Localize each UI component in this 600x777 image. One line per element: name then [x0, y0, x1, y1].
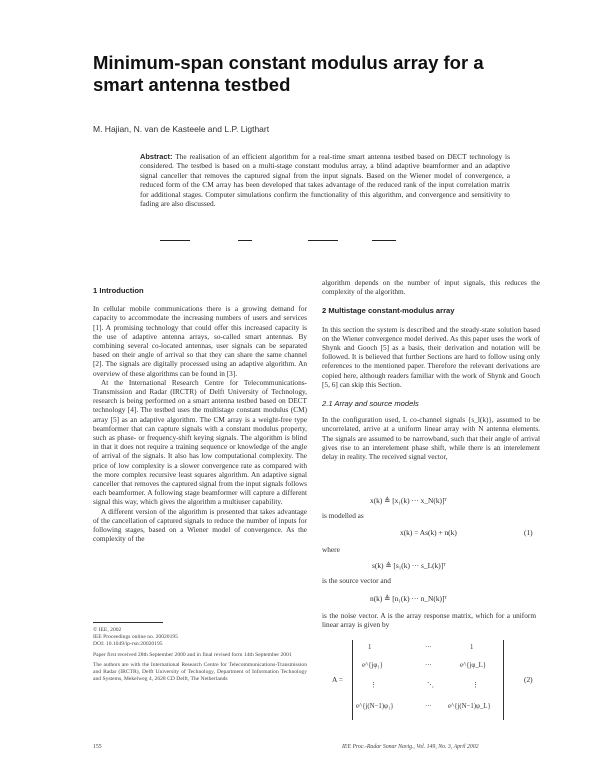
equation-received-vector: x(k) ≜ [x₁(k) ··· x_N(k)]ᵀ — [370, 496, 448, 505]
footnote: Paper first received 28th September 2000 and in final revised form 14th September 2001 — [93, 651, 292, 658]
matrix-cell: ··· — [425, 644, 432, 651]
matrix-cell: e^{j(N−1)φ_L} — [448, 703, 491, 710]
paragraph: At the International Research Centre for Telecommunications-Transmission and Radar (IRCTR) of Delft University of Technology, research is being performed on a smart antenna testbed based on DECT technology [4]. The testbed uses the multistage constant modulus (CM) array [5] as an adaptive algorithm. The CM array is a weight-free type beamformer that can capture signals with a constant modulus property, such as phase- or frequency-shift keying signals. The algorithm is blind in that it does not require a training sequence or knowledge of the angle of arrival of the signals. It also has low computational complexity. The price of low complexity is a slower convergence rate as compared with the more complex recursive least squares algorithm. An adaptive signal canceller that removes the captured signal from the input signals follows each beamformer. A following stage beamformer will capture a different signal this way, which gives the algorithm a multiuser capability. — [93, 377, 307, 507]
right-column-text — [322, 278, 540, 461]
footnote: © IEE, 2002 — [93, 627, 122, 633]
matrix-cell: 1 — [470, 644, 474, 651]
subsection-heading: 2.1 Array and source models — [322, 399, 419, 409]
abstract — [140, 152, 510, 208]
separator-dash — [238, 240, 252, 241]
matrix-cell: ··· — [425, 662, 432, 669]
matrix-cell: ⋮ — [370, 682, 377, 689]
section-1-heading: 1 Introduction — [93, 286, 144, 295]
matrix-label: A = — [332, 675, 343, 684]
paragraph: algorithm depends on the number of input signals, this reduces the complexity of the algorithm. — [322, 278, 540, 297]
text-where: where — [322, 545, 340, 554]
matrix-cell: e^{j(N−1)φ₁} — [356, 703, 394, 710]
footnote: IEE Proceedings online no. 20020195 — [93, 634, 178, 641]
matrix-cell: 1 — [368, 644, 372, 651]
paragraph: is the noise vector. A is the array response matrix, which for a uniform linear array is given by — [322, 611, 536, 630]
footnote: The authors are with the International Research Centre for Telecommunications-Transmission and Radar (IRCTR), Delft University of Technology, Department of Information Technology and Systems, Mekelweg 4, 2628 CD Delft, The Netherlands — [93, 661, 307, 683]
matrix-cell: e^{jφ_L} — [460, 662, 487, 669]
section-2-heading: 2 Multistage constant-modulus array — [322, 306, 455, 316]
footnote: DOI: 10.1049/ip-rsn:20020195 — [93, 641, 163, 648]
paragraph: In the configuration used, L co-channel signals {s_l(k)}, assumed to be uncorrelated, arrive at a uniform linear array with N antenna elements. The signals are assumed to be narrowband, such that their angle of arrival gives rise to an interelement phase shift, while there is an interelement delay in reality. The received signal vector, — [322, 415, 540, 462]
separator-dash — [372, 240, 396, 241]
paragraph: In this section the system is described and the steady-state solution based on the Wiener convergence model derived. As this paper uses the work of Shynk and Gooch [5] as a basis, their derivation and notation will be followed. It is believed that further Sections are hard to follow using only references to the mentioned paper. Therefore the relevant derivations are copied here, although readers familiar with the work of Shynk and Gooch [5, 6] can skip this Section. — [322, 324, 540, 389]
matrix-cell: ··· — [425, 703, 432, 710]
matrix-cell: e^{jφ₁} — [362, 662, 383, 669]
matrix-cell: ⋮ — [472, 682, 479, 689]
abstract-text: The realisation of an efficient algorithm for a real-time smart antenna testbed based on DECT technology is considered. The testbed is based on a multi-stage constant modulus array, a blind adaptive beamformer and an adaptive signal canceller that removes the captured signal from the input signals. Based on the Wiener model of convergence, a reduced form of the CM array has been developed that takes advantage of the reduced rank of the input correlation matrix for additional stages. Computer simulations confirm the functionality of this algorithm, and convergence and sensitivity to fading are also discussed. — [140, 152, 510, 209]
text-modelled-as: is modelled as — [322, 511, 364, 520]
paper-authors: M. Hajian, N. van de Kasteele and L.P. Ligthart — [93, 124, 270, 134]
abstract-label: Abstract: — [140, 152, 173, 161]
paragraph: In cellular mobile communications there is a growing demand for capacity to accommodate the increasing numbers of users and services [1]. A promising technology that could offer this increased capacity is the use of adaptive antenna arrays, so-called smart antennas. By combining several co-located antennas, user signals can be separated based on their angle of arrival so that they can share the same channel [2]. The signals are digitally processed using an adaptive algorithm. An overview of these algorithms can be found in [3]. — [93, 304, 307, 378]
journal-footer: IEE Proc.-Radar Sonar Navig., Vol. 149, No. 3, April 2002 — [342, 744, 479, 750]
left-column — [93, 286, 307, 543]
page-number: 155 — [93, 744, 102, 750]
paragraph: A different version of the algorithm is presented that takes advantage of the cancellation of captured signals to reduce the number of inputs for following stages, based on a Wiener model of convergence. As the complexity of the — [93, 506, 307, 544]
paper-title: Minimum-span constant modulus array for a smart antenna testbed — [93, 52, 484, 95]
equation-source-vector: s(k) ≜ [s₁(k) ··· s_L(k)]ᵀ — [372, 561, 446, 570]
equation-1: x(k) = As(k) + n(k) — [400, 528, 457, 537]
footnote-rule — [93, 622, 163, 623]
matrix-cell: ⋱ — [427, 682, 434, 689]
separator-dash — [160, 240, 190, 241]
text-source-vector: is the source vector and — [322, 576, 391, 585]
equation-noise-vector: n(k) ≜ [n₁(k) ··· n_N(k)]ᵀ — [370, 594, 448, 603]
equation-2-number: (2) — [524, 675, 533, 684]
footnotes — [93, 627, 307, 683]
equation-1-number: (1) — [524, 528, 533, 537]
separator-dash — [308, 240, 338, 241]
